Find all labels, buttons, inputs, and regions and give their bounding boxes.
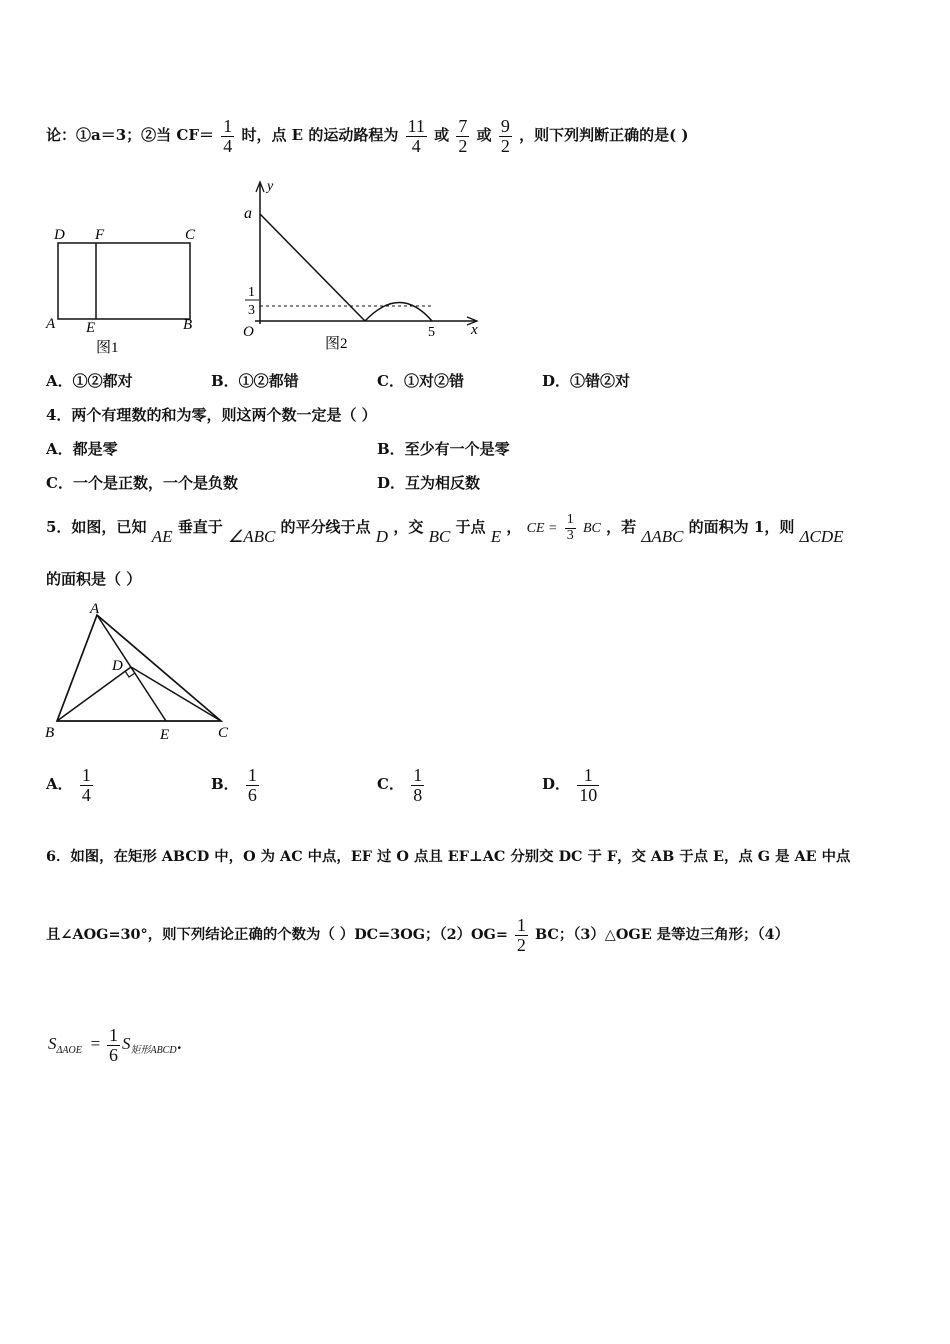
a-label: a [244, 205, 252, 222]
q5-c-num: 1 [413, 764, 423, 785]
label-d: D [54, 227, 65, 243]
fig-label-b: B [45, 725, 55, 741]
q5-d-num: 1 [577, 766, 599, 786]
q3-option-b[interactable]: B．①②都错 [211, 372, 299, 390]
og-num: 1 [516, 914, 526, 935]
triangle-abc [57, 615, 221, 721]
fig-label-a: A [90, 601, 100, 617]
q5-option-c[interactable] [377, 760, 426, 808]
cf-num: 1 [223, 115, 233, 136]
q5-a-den: 4 [81, 784, 91, 805]
q4-option-a[interactable]: A．都是零 [46, 440, 118, 458]
graph-arc [365, 303, 432, 322]
path3-num: 9 [500, 115, 510, 136]
figure-1-caption: 图1 [96, 340, 119, 356]
q6-line2-suffix: BC；（3）△OGE 是等边三角形；（4） [534, 926, 790, 943]
math-e: E [490, 527, 502, 546]
q4-option-d[interactable]: D．互为相反数 [377, 474, 481, 492]
fig-label-e: E [160, 727, 170, 743]
path2-den: 2 [458, 135, 468, 156]
path2-fraction [456, 117, 469, 156]
q5-b-den: 6 [247, 784, 257, 805]
q5-option-b-letter: B． [211, 775, 239, 793]
fig-label-c: C [218, 725, 229, 741]
q3-option-a[interactable]: A．①②都对 [46, 372, 133, 390]
q4-option-b[interactable]: B．至少有一个是零 [377, 440, 510, 458]
q5-option-a-letter: A． [46, 775, 73, 793]
segment-bd [57, 667, 131, 721]
s-eq: = [90, 1034, 101, 1053]
q5-option-d-fraction [577, 766, 599, 805]
segment-dc [131, 667, 221, 721]
q5-c-den: 8 [413, 784, 423, 805]
tick-num: 1 [248, 285, 255, 300]
q3-stem-prefix: 论：①a＝3；②当 CF＝ [46, 126, 214, 144]
five-label: 5 [428, 325, 435, 340]
cf-den: 4 [223, 135, 233, 156]
label-b: B [183, 317, 193, 333]
q3-option-d[interactable]: D．①错②对 [542, 372, 631, 390]
q5-d-den: 10 [579, 784, 598, 805]
ce-num: 1 [566, 511, 574, 527]
q5-part3: 的平分线于点 [280, 518, 371, 536]
ce-den: 3 [566, 527, 574, 543]
og-fraction [515, 916, 528, 955]
q3-stem-suffix: ，则下列判断正确的是( ) [519, 126, 689, 144]
or-2: 或 [476, 126, 492, 144]
q5-part8: 的面积为 1，则 [688, 518, 795, 536]
q5-part4: ，交 [393, 518, 424, 536]
q3-stem-mid: 时，点 E 的运动路程为 [241, 126, 399, 144]
q4-stem: 4．两个有理数的和为零，则这两个数一定是（ ） [46, 406, 377, 424]
x-axis-label: x [471, 322, 478, 338]
ce-fraction [565, 513, 576, 543]
q5-a-num: 1 [81, 764, 91, 785]
q4-option-c[interactable]: C．一个是正数，一个是负数 [46, 474, 238, 492]
cf-fraction [221, 117, 234, 156]
q5-option-d-letter: D． [542, 775, 571, 793]
q5-option-b[interactable] [211, 760, 261, 808]
fig-label-d: D [112, 658, 123, 674]
q5-option-c-fraction [411, 766, 424, 805]
path3-fraction [499, 117, 512, 156]
label-f: F [95, 227, 105, 243]
q5-b-num: 1 [247, 764, 257, 785]
formula-end: . [176, 1035, 182, 1053]
graph-decline-line [260, 214, 365, 321]
q5-option-b-fraction [246, 766, 259, 805]
tick-den: 3 [248, 303, 255, 318]
label-a: A [46, 316, 56, 332]
q5-part1: 5．如图，已知 [46, 518, 147, 536]
q6-stem-line2 [46, 905, 789, 965]
area-den: 6 [108, 1044, 118, 1065]
path2-num: 7 [458, 115, 468, 136]
math-ce-left: CE = [526, 521, 558, 536]
q5-part2: 垂直于 [177, 518, 223, 536]
q6-stem-line1: 6．如图，在矩形 ABCD 中，O 为 AC 中点，EF 过 O 点且 EF⊥AC 分别交 DC 于 F，交 AB 于点 E，点 G 是 AE 中点 [46, 848, 851, 865]
q5-option-d[interactable] [542, 760, 601, 808]
s-right-sub: 矩形ABCD [130, 1045, 177, 1056]
q5-figure [40, 600, 240, 745]
path3-den: 2 [500, 135, 510, 156]
q5-part6: ， [506, 518, 522, 536]
math-cde-triangle: ΔCDE [799, 527, 844, 546]
path1-fraction [406, 117, 427, 156]
q5-stem [46, 505, 844, 555]
s-right: S [121, 1034, 131, 1053]
math-ae: AE [151, 527, 173, 546]
area-num: 1 [108, 1024, 118, 1045]
math-angle-abc: ∠ABC [227, 527, 276, 546]
origin-label: O [243, 324, 254, 340]
q5-option-c-letter: C． [377, 775, 404, 793]
area-fraction [107, 1026, 120, 1065]
q5-option-a[interactable] [46, 760, 95, 808]
path1-den: 4 [411, 135, 421, 156]
q5-stem-line2: 的面积是（ ） [46, 570, 142, 588]
rect-abcd [58, 243, 190, 319]
math-ce-right: BC [582, 521, 601, 536]
q3-option-c[interactable]: C．①对②错 [377, 372, 464, 390]
q5-part7: ，若 [606, 518, 637, 536]
label-c: C [185, 227, 196, 243]
y-axis-label: y [267, 179, 274, 194]
q3-figure-2 [235, 176, 490, 356]
q6-area-formula [48, 1018, 182, 1070]
q6-line2-prefix: 且∠AOG=30°，则下列结论正确的个数为（ ）DC=3OG；（2）OG= [46, 926, 508, 943]
math-bc: BC [428, 527, 451, 546]
math-abc-triangle: ΔABC [641, 527, 684, 546]
og-den: 2 [516, 934, 526, 955]
q5-part5: 于点 [455, 518, 486, 536]
s-left: S [48, 1034, 57, 1053]
q3-stem [46, 100, 689, 170]
or-1: 或 [434, 126, 450, 144]
figure-2-caption: 图2 [325, 336, 348, 352]
path1-num: 11 [407, 115, 425, 136]
q3-figure-1 [40, 215, 210, 360]
q5-option-a-fraction [80, 766, 93, 805]
label-e: E [86, 320, 96, 336]
math-d: D [375, 527, 389, 546]
s-left-sub: ΔAOE [56, 1045, 82, 1056]
